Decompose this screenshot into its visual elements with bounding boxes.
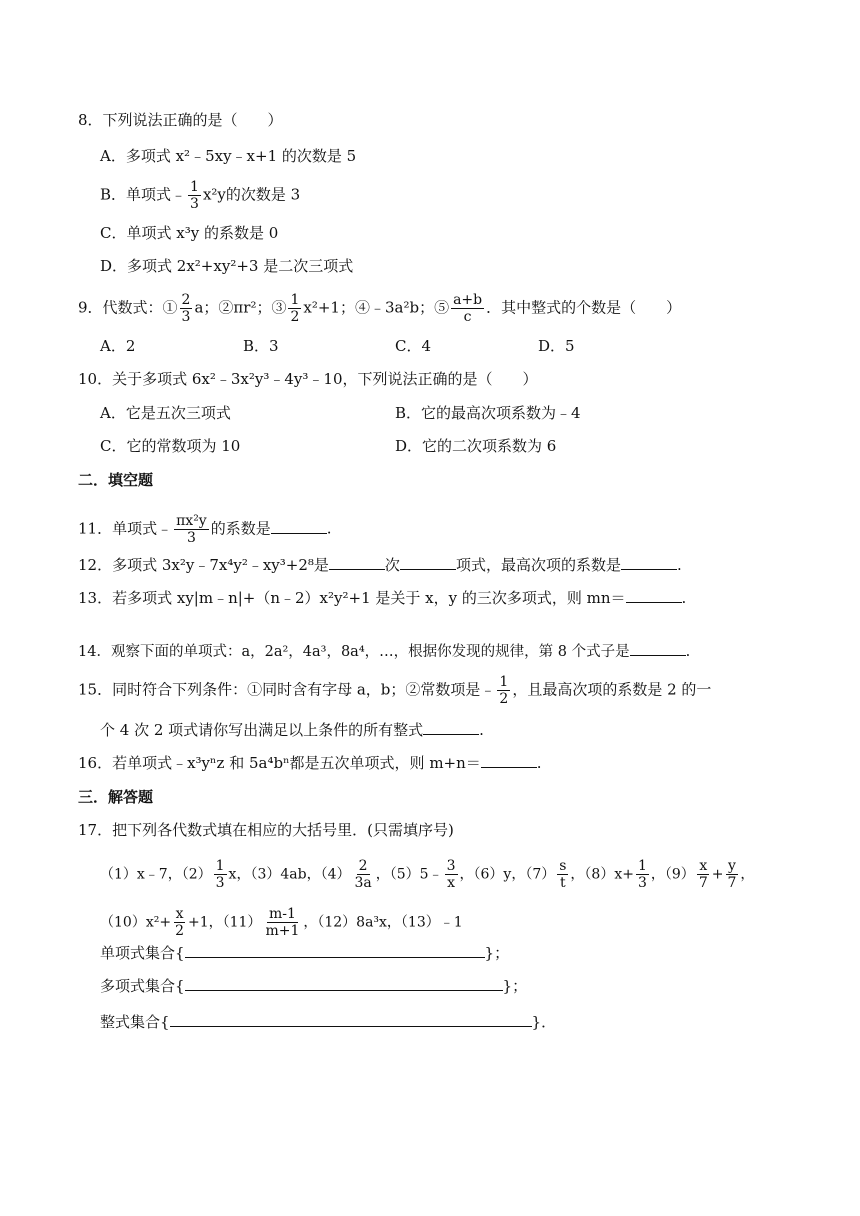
frac-den: 3a [354,875,372,891]
expr-fraction [725,858,738,891]
q14 [78,641,690,662]
q8-stem [78,110,283,130]
frac-num: πx²y [176,513,207,529]
q14-pre: 14．观察下面的单项式：a，2a²，4a³，8a⁴，…，根据你发现的规律，第 8 个式子是 [78,644,630,660]
q9-mid2: x²+1；④﹣3a²b；⑤ [303,298,450,317]
q17-polynomial-set [100,976,527,996]
frac-num: 3 [446,858,456,874]
frac-den: t [560,875,566,891]
section-heading-answer [78,787,153,807]
q12 [78,555,682,575]
frac-den: 2 [175,923,184,939]
q10-option-a [100,403,231,423]
frac-num: 1 [190,179,199,195]
frac-den: 3 [637,875,647,891]
frac-num: 1 [499,674,509,690]
q9-option-a-text: A．2 [100,337,136,355]
expr-text: ，（9） [650,866,695,883]
monomial-set-end: }； [484,944,510,962]
q9-post: ．其中整式的个数是（ ） [486,298,682,317]
integral-set-blank[interactable] [170,1012,532,1027]
answer-blank[interactable] [329,555,385,570]
frac-den: 7 [727,875,737,891]
q17-expressions-row-2 [100,906,463,939]
frac-den: 3 [186,530,196,546]
frac-num: 2 [181,292,191,308]
q9-fraction-1 [180,292,193,325]
expr-text: （1）x﹣7，（2） [100,866,212,883]
q9-option-d-text: D．5 [538,337,575,355]
frac-num: 1 [215,858,225,874]
q9-option-d [538,336,575,356]
q8-option-d [100,256,353,276]
frac-den: 3 [181,309,191,325]
q8-b-fraction [188,179,201,212]
frac-num: x [699,858,708,874]
polynomial-set-blank[interactable] [185,976,503,991]
q9-pre: 9．代数式：① [78,298,178,317]
frac-num: y [727,858,736,874]
expr-text: ，（8）x+ [570,866,634,883]
expr-text: （10）x²+ [100,914,172,931]
frac-num: 1 [290,292,300,308]
frac-den: m+1 [265,923,300,939]
frac-den: 2 [290,309,300,325]
integral-set-end: }． [531,1013,557,1031]
q9-option-a [100,336,135,356]
q10-option-d-text: D．它的二次项系数为 6 [395,437,557,455]
answer-blank[interactable] [621,555,677,570]
answer-blank[interactable] [481,753,537,768]
q17-monomial-set [100,943,509,963]
q9-fraction-3 [451,292,484,325]
section-heading-fill-in [78,470,153,490]
answer-blank[interactable] [423,720,479,735]
frac-num: 2 [358,858,368,874]
q8-option-c [100,223,278,243]
expr-text: ， [740,866,755,883]
q11 [78,513,332,546]
answer-blank[interactable] [630,641,686,656]
frac-den: x [447,875,455,891]
answer-blank[interactable] [400,555,456,570]
q10-option-c [100,436,240,456]
q8-option-a-text: A．多项式 x²﹣5xy﹣x+1 的次数是 5 [100,147,357,165]
q10-option-a-text: A．它是五次三项式 [100,404,231,422]
q15-post: ，且最高次项的系数是 2 的一 [512,680,712,699]
expr-text: +1，（11） [187,914,262,931]
q10-option-d [395,436,556,456]
q8-stem-text: 8．下列说法正确的是（ ） [78,111,283,129]
q17-stem [78,820,454,840]
q16-pre: 16．若单项式﹣x³yⁿz 和 5a⁴bⁿ都是五次单项式，则 m+n＝ [78,754,481,772]
answer-blank[interactable] [626,588,682,603]
q8-option-c-text: C．单项式 x³y 的系数是 0 [100,224,279,242]
q12-pre: 12．多项式 3x²y﹣7x⁴y²﹣xy³+2⁸是 [78,556,329,574]
q15-pre: 15．同时符合下列条件：①同时含有字母 a，b；②常数项是﹣ [78,680,496,699]
polynomial-set-label: 多项式集合{ [100,977,185,995]
q8-b-post: x²y的次数是 3 [202,185,301,204]
q14-end: . [685,644,691,660]
frac-den: 2 [499,691,509,707]
expr-fraction [636,858,649,891]
expr-fraction [697,858,710,891]
polynomial-set-end: }； [502,977,528,995]
frac-num: s [559,858,567,874]
q17-expressions-row-1 [100,858,754,891]
frac-num: a+b [453,292,483,308]
q12-mid1: 次 [384,556,400,574]
q15-line2-text: 个 4 次 2 项式请你写出满足以上条件的所有整式 [100,721,424,739]
q16-end: . [536,754,542,772]
q15-fraction [497,674,510,707]
monomial-set-blank[interactable] [185,943,485,958]
q11-post: 的系数是 [210,519,271,538]
frac-den: 3 [215,875,225,891]
q10-option-b [395,403,581,423]
q9-fraction-2 [288,292,301,325]
q12-end: . [676,556,682,574]
q11-end: . [326,519,332,538]
q9-option-b-text: B．3 [243,337,279,355]
expr-text: ，（12）8a³x，（13）﹣1 [303,914,463,931]
q8-option-d-text: D．多项式 2x²+xy²+3 是二次三项式 [100,257,354,275]
monomial-set-label: 单项式集合{ [100,944,185,962]
q11-fraction [174,513,209,546]
q15-line-1 [78,674,711,707]
q10-stem [78,369,538,389]
section-3-title: 三．解答题 [78,788,154,806]
q8-b-pre: B．单项式﹣ [100,185,187,204]
q12-mid2: 项式，最高次项的系数是 [455,556,621,574]
frac-num: 1 [637,858,647,874]
expr-fraction [214,858,227,891]
frac-num: x [175,906,184,922]
q10-stem-text: 10．关于多项式 6x²﹣3x²y³﹣4y³﹣10，下列说法正确的是（ ） [78,370,538,388]
q9-mid1: a；②πr²；③ [194,298,287,317]
q9-option-c-text: C．4 [395,337,432,355]
expr-fraction [352,858,373,891]
q11-pre: 11．单项式﹣ [78,519,173,538]
expr-text: ，（6）y，（7） [459,866,556,883]
frac-num: m-1 [268,906,296,922]
section-2-title: 二．填空题 [78,471,154,489]
q15-end: . [479,721,484,739]
q16 [78,753,542,773]
q17-stem-text: 17．把下列各代数式填在相应的大括号里．(只需填序号) [78,821,454,839]
q17-integral-set [100,1012,556,1032]
q13 [78,588,686,608]
integral-set-label: 整式集合{ [100,1013,170,1031]
q15-line-2 [100,720,484,740]
expr-text: x，（3）4ab，（4） [228,866,351,883]
q9-option-b [243,336,279,356]
expr-fraction [263,906,301,939]
expr-fraction [173,906,186,939]
q10-option-c-text: C．它的常数项为 10 [100,437,241,455]
q13-end: . [681,589,687,607]
expr-text: ，（5）5﹣ [375,866,443,883]
q10-option-b-text: B．它的最高次项系数为﹣4 [395,404,581,422]
q13-pre: 13．若多项式 xy|m﹣n|+（n﹣2）x²y²+1 是关于 x，y 的三次多项式，则 mn＝ [78,589,626,607]
frac-den: 7 [698,875,708,891]
expr-fraction [445,858,458,891]
frac-den: c [463,309,472,325]
q8-option-a [100,146,356,166]
expr-fraction [557,858,568,891]
expr-text: + [711,866,724,883]
q9-option-c [395,336,431,356]
answer-blank[interactable] [271,519,327,534]
q9-stem [78,292,681,325]
q8-option-b [100,179,300,212]
frac-den: 3 [190,196,199,212]
